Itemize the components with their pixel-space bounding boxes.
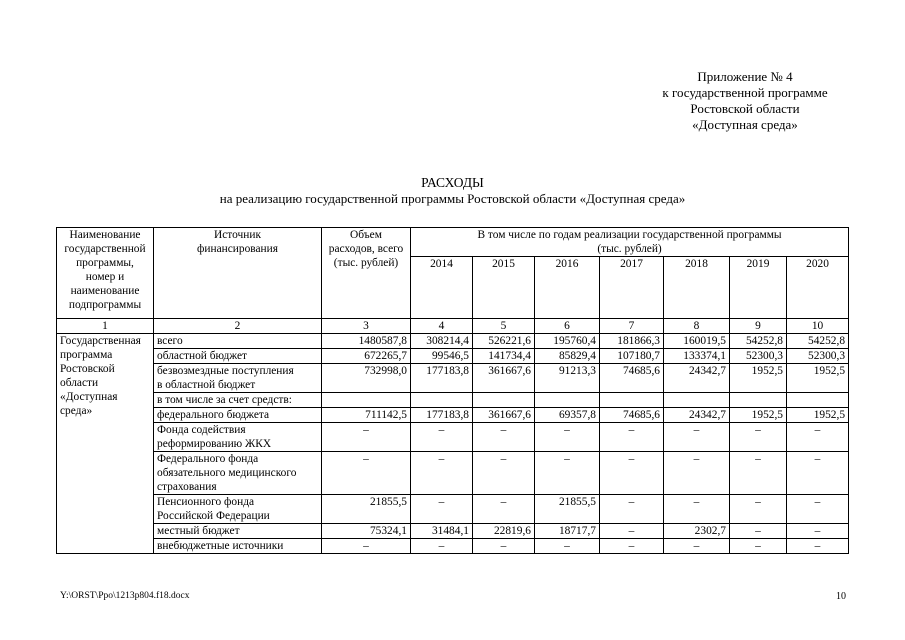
column-number-cell: 3 <box>322 319 411 334</box>
source-line: Российской Федерации <box>157 510 270 522</box>
year-value-cell: – <box>664 452 730 495</box>
year-value-cell: 361667,6 <box>473 364 535 393</box>
year-value-cell: 31484,1 <box>411 524 473 539</box>
year-value-cell: – <box>787 524 849 539</box>
source-line: всего <box>157 335 183 347</box>
table-row <box>57 364 849 393</box>
column-number-cell: 9 <box>730 319 787 334</box>
header-name-line: Наименование <box>69 229 141 241</box>
header-by-years-line: (тыс. рублей) <box>597 243 662 255</box>
header-name-line: номер и <box>85 271 125 283</box>
column-number-cell: 8 <box>664 319 730 334</box>
year-value-cell <box>787 393 849 408</box>
year-value-cell: – <box>411 539 473 554</box>
volume-cell <box>322 393 411 408</box>
source-line: безвозмездные поступления <box>157 365 294 377</box>
program-name-cell <box>57 334 154 554</box>
footer-page-number: 10 <box>836 591 846 602</box>
appendix-line-2: к государственной программе <box>662 85 828 100</box>
header-year-cell: 2016 <box>535 257 600 319</box>
table-row <box>57 524 849 539</box>
source-line: федерального бюджета <box>157 409 270 421</box>
footer-file-path: Y:\ORST\Ppo\1213p804.f18.docx <box>60 591 190 601</box>
year-value-cell <box>473 393 535 408</box>
source-cell <box>154 364 322 393</box>
year-value-cell: 91213,3 <box>535 364 600 393</box>
year-value-cell: 54252,8 <box>787 334 849 349</box>
program-name-line: среда» <box>60 405 93 417</box>
year-value-cell: – <box>730 423 787 452</box>
appendix-block <box>560 69 905 133</box>
source-cell <box>154 452 322 495</box>
source-cell <box>154 524 322 539</box>
volume-cell: – <box>322 452 411 495</box>
table-row <box>57 495 849 524</box>
column-number-cell: 2 <box>154 319 322 334</box>
program-name-line: области <box>60 377 99 389</box>
year-value-cell: – <box>787 423 849 452</box>
year-value-cell <box>411 393 473 408</box>
year-value-cell <box>535 393 600 408</box>
source-line: реформированию ЖКХ <box>157 438 272 450</box>
year-value-cell: – <box>411 452 473 495</box>
column-number-cell: 5 <box>473 319 535 334</box>
year-value-cell: – <box>473 452 535 495</box>
header-volume-line: (тыс. рублей) <box>333 257 399 269</box>
year-value-cell: 181866,3 <box>600 334 664 349</box>
column-number-row <box>57 319 849 334</box>
source-line: в областной бюджет <box>157 379 256 391</box>
year-value-cell: 141734,4 <box>473 349 535 364</box>
year-value-cell: 160019,5 <box>664 334 730 349</box>
source-line: страхования <box>157 481 217 493</box>
year-value-cell: 99546,5 <box>411 349 473 364</box>
table-row <box>57 334 849 349</box>
table-body <box>57 228 849 554</box>
column-number-cell: 1 <box>57 319 154 334</box>
year-value-cell: – <box>600 495 664 524</box>
year-value-cell: 1952,5 <box>787 364 849 393</box>
source-cell <box>154 539 322 554</box>
year-value-cell: 21855,5 <box>535 495 600 524</box>
year-value-cell: 52300,3 <box>730 349 787 364</box>
header-source <box>154 228 322 319</box>
year-value-cell: 85829,4 <box>535 349 600 364</box>
year-value-cell: 24342,7 <box>664 364 730 393</box>
program-name-line: программа <box>60 349 113 361</box>
year-value-cell: – <box>473 495 535 524</box>
year-value-cell: – <box>600 452 664 495</box>
year-value-cell <box>664 393 730 408</box>
year-value-cell: 24342,7 <box>664 408 730 423</box>
year-value-cell: – <box>600 524 664 539</box>
source-line: внебюджетные источники <box>157 540 284 552</box>
year-value-cell: 308214,4 <box>411 334 473 349</box>
year-value-cell: – <box>411 495 473 524</box>
year-value-cell: – <box>787 539 849 554</box>
table-row <box>57 349 849 364</box>
year-value-cell: – <box>664 539 730 554</box>
source-cell <box>154 495 322 524</box>
year-value-cell: 107180,7 <box>600 349 664 364</box>
volume-cell: 21855,5 <box>322 495 411 524</box>
volume-cell: 75324,1 <box>322 524 411 539</box>
program-name-line: «Доступная <box>60 391 118 403</box>
year-value-cell: – <box>600 423 664 452</box>
expenses-table <box>56 227 849 554</box>
source-line: местный бюджет <box>157 525 240 537</box>
year-value-cell: – <box>664 423 730 452</box>
source-cell <box>154 349 322 364</box>
year-value-cell: – <box>664 495 730 524</box>
source-cell <box>154 423 322 452</box>
header-name-line: государственной <box>64 243 146 255</box>
header-year-cell: 2014 <box>411 257 473 319</box>
header-year-cell: 2018 <box>664 257 730 319</box>
year-value-cell: – <box>730 452 787 495</box>
source-cell <box>154 334 322 349</box>
year-value-cell: 177183,8 <box>411 408 473 423</box>
year-value-cell <box>600 393 664 408</box>
year-value-cell: – <box>473 539 535 554</box>
column-number-cell: 6 <box>535 319 600 334</box>
appendix-line-3: Ростовской области <box>690 101 800 116</box>
year-value-cell: 2302,7 <box>664 524 730 539</box>
year-value-cell: – <box>730 539 787 554</box>
year-value-cell: 1952,5 <box>730 364 787 393</box>
year-value-cell: – <box>600 539 664 554</box>
year-value-cell: – <box>787 495 849 524</box>
volume-cell: – <box>322 423 411 452</box>
volume-cell: 672265,7 <box>322 349 411 364</box>
header-year-cell: 2017 <box>600 257 664 319</box>
year-value-cell: – <box>787 452 849 495</box>
header-name-line: программы, <box>76 257 134 269</box>
appendix-line-4: «Доступная среда» <box>692 117 798 132</box>
year-value-cell: 18717,7 <box>535 524 600 539</box>
column-number-cell: 4 <box>411 319 473 334</box>
source-cell <box>154 393 322 408</box>
header-name-line: подпрограммы <box>68 299 142 311</box>
table-row <box>57 452 849 495</box>
source-cell <box>154 408 322 423</box>
year-value-cell: 195760,4 <box>535 334 600 349</box>
volume-cell: 711142,5 <box>322 408 411 423</box>
year-value-cell: – <box>730 495 787 524</box>
column-number-cell: 7 <box>600 319 664 334</box>
header-volume-line: расходов, всего <box>328 243 404 255</box>
year-value-cell: – <box>535 423 600 452</box>
source-line: областной бюджет <box>157 350 247 362</box>
volume-cell: 1480587,8 <box>322 334 411 349</box>
source-line: Федерального фонда <box>157 453 259 465</box>
table-row <box>57 423 849 452</box>
year-value-cell: 177183,8 <box>411 364 473 393</box>
header-name-line: наименование <box>70 285 140 297</box>
column-number-cell: 10 <box>787 319 849 334</box>
table-row <box>57 539 849 554</box>
header-volume-line: Объем <box>350 229 382 241</box>
source-line: Пенсионного фонда <box>157 496 255 508</box>
year-value-cell: 52300,3 <box>787 349 849 364</box>
year-value-cell: 54252,8 <box>730 334 787 349</box>
source-line: Фонда содействия <box>157 424 246 436</box>
program-name-line: Ростовской <box>60 363 115 375</box>
header-year-cell: 2020 <box>787 257 849 319</box>
year-value-cell: 133374,1 <box>664 349 730 364</box>
header-source-line: Источник <box>214 229 261 241</box>
volume-cell: – <box>322 539 411 554</box>
table-row <box>57 408 849 423</box>
header-by-years-line: В том числе по годам реализации государственной программы <box>477 229 782 241</box>
year-value-cell: – <box>473 423 535 452</box>
year-value-cell: 1952,5 <box>730 408 787 423</box>
year-value-cell: 526221,6 <box>473 334 535 349</box>
year-value-cell: 361667,6 <box>473 408 535 423</box>
header-volume <box>322 228 411 319</box>
table-row <box>57 393 849 408</box>
header-row-top <box>57 228 849 257</box>
header-program-name <box>57 228 154 319</box>
header-year-cell: 2019 <box>730 257 787 319</box>
source-line: в том числе за счет средств: <box>157 394 292 406</box>
year-value-cell: 69357,8 <box>535 408 600 423</box>
document-title: РАСХОДЫ <box>421 175 484 190</box>
source-line: обязательного медицинского <box>157 467 297 479</box>
volume-cell: 732998,0 <box>322 364 411 393</box>
year-value-cell: – <box>535 452 600 495</box>
year-value-cell: – <box>730 524 787 539</box>
year-value-cell: – <box>535 539 600 554</box>
year-value-cell: 22819,6 <box>473 524 535 539</box>
header-by-years <box>411 228 849 257</box>
header-year-cell: 2015 <box>473 257 535 319</box>
year-value-cell: 74685,6 <box>600 364 664 393</box>
program-name-line: Государственная <box>60 335 141 347</box>
year-value-cell: 74685,6 <box>600 408 664 423</box>
year-value-cell: 1952,5 <box>787 408 849 423</box>
year-value-cell <box>730 393 787 408</box>
year-value-cell: – <box>411 423 473 452</box>
appendix-line-1: Приложение № 4 <box>697 69 793 84</box>
header-source-line: финансирования <box>197 243 278 255</box>
document-subtitle: на реализацию государственной программы Ростовской области «Доступная среда» <box>219 191 686 206</box>
